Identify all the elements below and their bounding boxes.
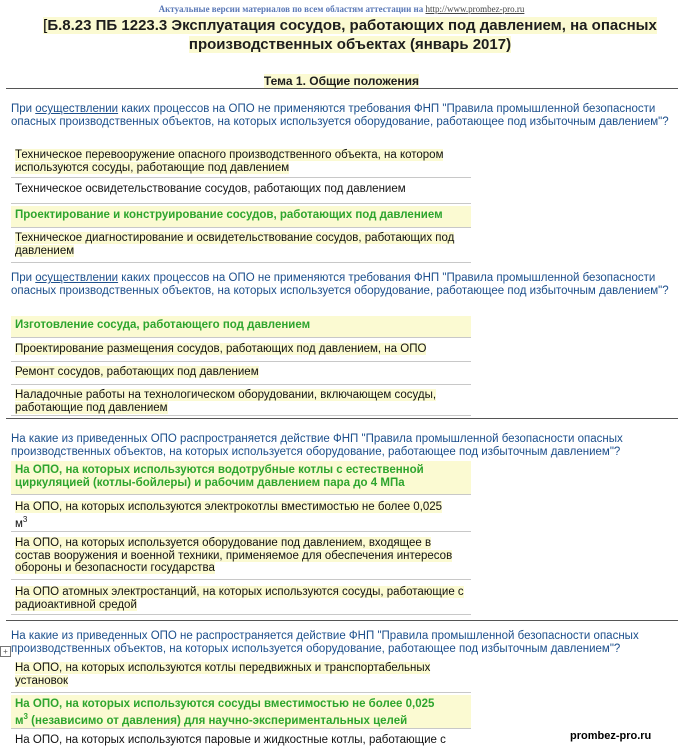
question-2: При осуществлении каких процессов на ОПО не применяются требования ФНП "Правила промышленной безопасности опасных производственных объектов, на которых используется оборудование, работающее под избыточным давлением"? — [11, 272, 669, 297]
question-3: На какие из приведенных ОПО распространяется действие ФНП "Правила промышленной безопасности опасных производственных объектов, на которых используется оборудование, работающее под избыточным давлением"? — [11, 433, 623, 458]
answer-1-2: Техническое освидетельствование сосудов, работающих под давлением — [11, 180, 471, 204]
answer-4-2-correct: На ОПО, на которых используются сосуды вместимостью не более 0,025 $м^3$ (независимо от давления) для научно-экспериментальных целей — [11, 695, 471, 729]
title-line-1: Б.8.23 ПБ 1223.3 Эксплуатация сосудов, работающих под давлением, на опасных — [47, 17, 657, 34]
promo-text: Актуальные версии материалов по всем областям аттестации на — [158, 4, 424, 14]
promo-line — [0, 4, 683, 14]
answer-3-4: На ОПО атомных электростанций, на которых используются сосуды, работающие с радиоактивной средой — [11, 583, 471, 615]
topic-heading: Тема 1. Общие положения — [263, 74, 420, 88]
answer-2-2: Проектирование размещения сосудов, работающих под давлением, на ОПО — [11, 340, 471, 362]
question-4: На какие из приведенных ОПО не распространяется действие ФНП "Правила промышленной безопасности опасных производственных объектов, на которых используется оборудование, работающее под избыточным давлением"? — [11, 630, 639, 655]
promo-link[interactable]: http://www.prombez-pro.ru — [425, 4, 525, 14]
title-line-2: производственных объектах (январь 2017) — [188, 36, 512, 53]
answer-3-2: На ОПО, на которых используются электрокотлы вместимостью не более 0,025 $м^3$ — [11, 498, 471, 532]
answer-2-4: Наладочные работы на технологическом оборудовании, включающем сосуды, работающие под давлением — [11, 386, 471, 416]
watermark: prombez-pro.ru — [570, 730, 652, 742]
divider — [6, 88, 678, 89]
question-1: При осуществлении каких процессов на ОПО не применяются требования ФНП "Правила промышленной безопасности опасных производственных объектов, на которых используется оборудование, работающее под избыточным давлением"? — [11, 103, 669, 128]
answer-1-1: Техническое перевооружение опасного производственного объекта, на котором используются сосуды, работающие под давлением — [11, 146, 471, 178]
divider — [6, 620, 678, 621]
document-title: [Б.8.23 ПБ 1223.3 Эксплуатация сосудов, работающих под давлением, на опасных производственных объектах (январь 2017) — [43, 17, 657, 53]
answer-2-1-correct: Изготовление сосуда, работающего под давлением — [11, 316, 471, 338]
answer-2-3: Ремонт сосудов, работающих под давлением — [11, 363, 471, 385]
answer-3-3: На ОПО, на которых используется оборудование под давлением, входящее в состав вооружения и военной техники, применяемое для обеспечения интересов обороны и безопасности государства — [11, 534, 471, 580]
move-handle-icon[interactable]: + — [0, 646, 11, 657]
answer-1-4: Техническое диагностирование и освидетельствование сосудов, работающих под давлением — [11, 229, 471, 263]
divider — [6, 418, 678, 419]
answer-4-1: На ОПО, на которых используются котлы передвижных и транспортабельных установок — [11, 659, 471, 693]
answer-4-3: На ОПО, на которых используются паровые и жидкостные котлы, работающие с — [15, 734, 446, 746]
answer-1-3-correct: Проектирование и конструирование сосудов, работающих под давлением — [11, 206, 471, 228]
answer-3-1-correct: На ОПО, на которых используются водотрубные котлы с естественной циркуляцией (котлы-бойлеры) и рабочим давлением пара до 4 МПа — [11, 461, 471, 495]
